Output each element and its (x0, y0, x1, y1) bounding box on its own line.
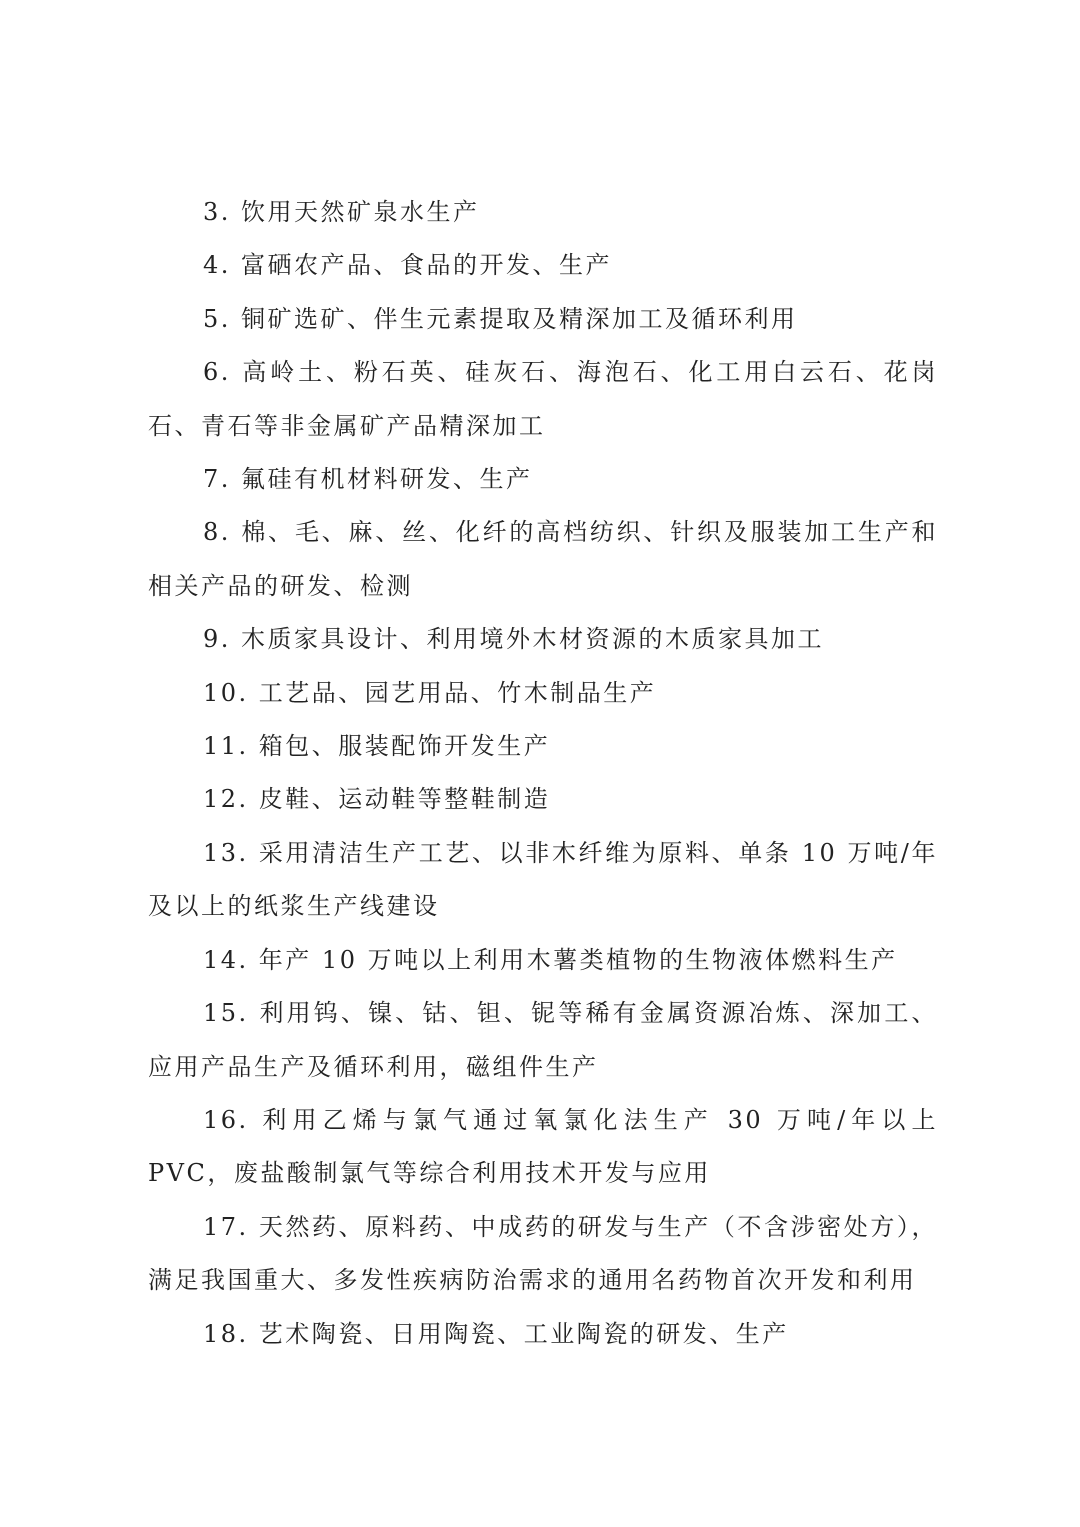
list-item: 15. 利用钨、镍、钴、钽、铌等稀有金属资源冶炼、深加工、应用产品生产及循环利用，磁组件生产 (148, 999, 938, 1081)
list-item: 14. 年产 10 万吨以上利用木薯类植物的生物液体燃料生产 (203, 945, 898, 974)
list-item: 8. 棉、毛、麻、丝、化纤的高档纺织、针织及服装加工生产和相关产品的研发、检测 (148, 518, 938, 600)
list-item: 12. 皮鞋、运动鞋等整鞋制造 (203, 785, 551, 814)
list-item: 3. 饮用天然矿泉水生产 (203, 198, 480, 226)
list-item: 17. 天然药、原料药、中成药的研发与生产（不含涉密处方），满足我国重大、多发性疾病防治需求的通用名药物首次开发和利用 (148, 1212, 938, 1295)
list-item: 16. 利用乙烯与氯气通过氧氯化法生产 30 万吨/年以上 PVC，废盐酸制氯气等综合利用技术开发与应用 (148, 1105, 938, 1188)
list-item: 7. 氟硅有机材料研发、生产 (203, 465, 533, 494)
list-item: 11. 箱包、服装配饰开发生产 (203, 732, 551, 761)
list-item: 9. 木质家具设计、利用境外木材资源的木质家具加工 (203, 625, 825, 654)
list-item: 13. 采用清洁生产工艺、以非木纤维为原料、单条 10 万吨/年及以上的纸浆生产线建设 (148, 838, 938, 921)
item-list (148, 186, 938, 1361)
list-item: 4. 富硒农产品、食品的开发、生产 (203, 251, 613, 280)
list-item: 18. 艺术陶瓷、日用陶瓷、工业陶瓷的研发、生产 (203, 1319, 789, 1348)
list-item: 6. 高岭土、粉石英、硅灰石、海泡石、化工用白云石、花岗石、青石等非金属矿产品精深加工 (148, 358, 938, 440)
list-item: 5. 铜矿选矿、伴生元素提取及精深加工及循环利用 (203, 304, 798, 333)
list-item: 10. 工艺品、园艺用品、竹木制品生产 (203, 678, 657, 707)
